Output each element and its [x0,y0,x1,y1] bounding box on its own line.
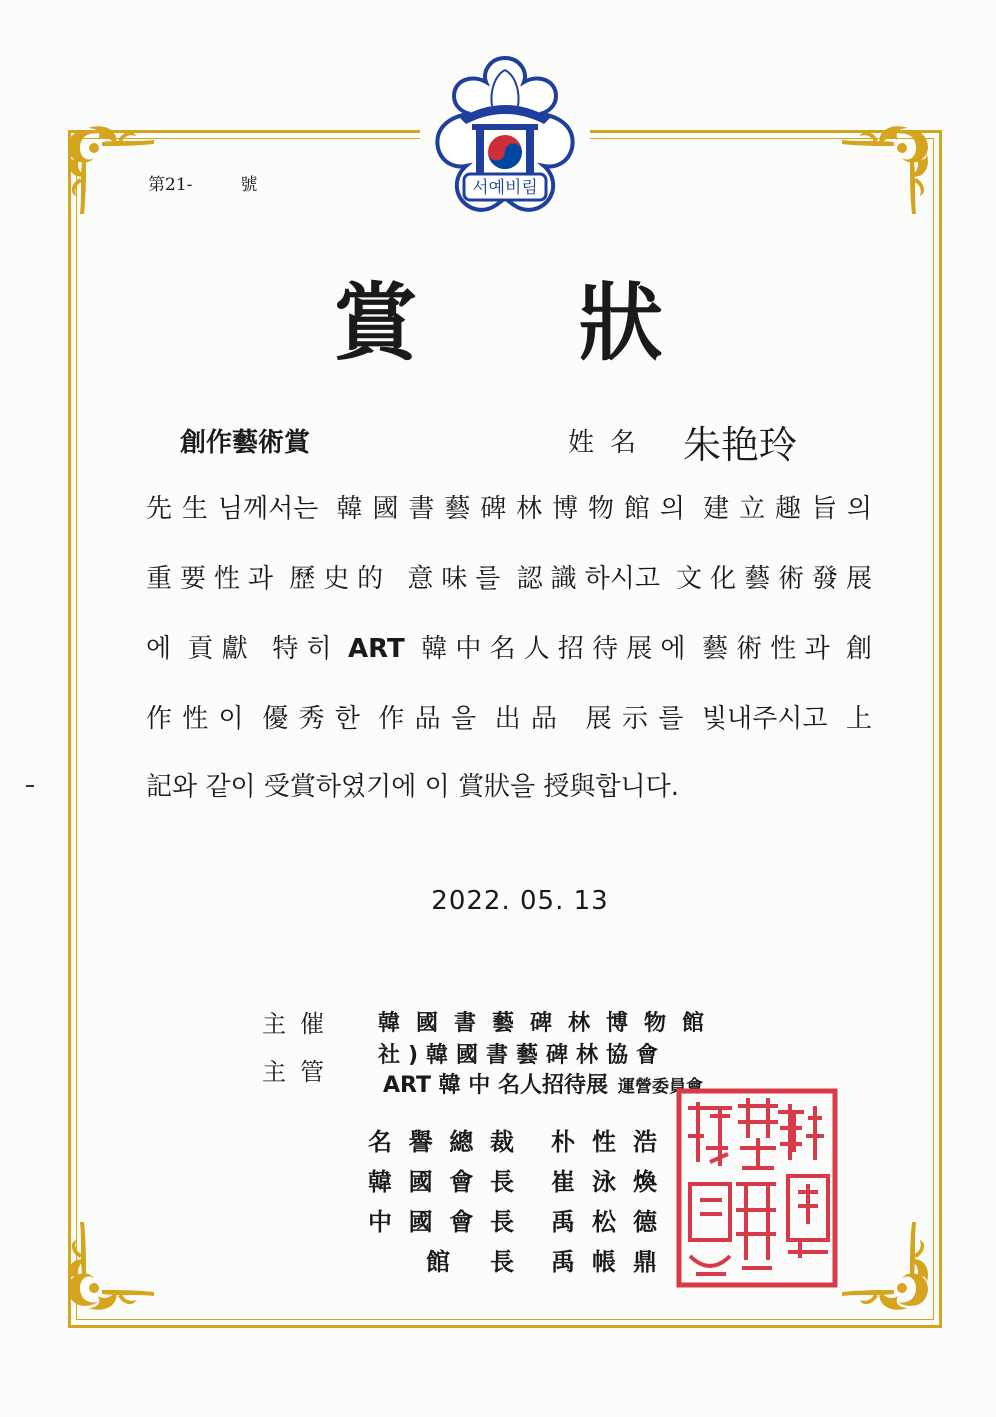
signatory-name: 禹松德 [551,1207,657,1236]
signatory-name: 崔泳煥 [551,1167,657,1196]
certificate-title: 賞 狀 [333,273,729,372]
body-line: 先生님께서는 韓國書藝碑林博物館의 建立趣旨의 [146,494,872,524]
recipient-name: 朱艳玲 [683,423,798,467]
corner-ornament-icon [828,1208,938,1318]
body-text: 韓中名人招待展에 藝術性과 創 [421,634,872,664]
host-label: 主催 [262,1010,338,1038]
body-text: 에 貢獻 特히 [146,634,332,664]
body-line: 作性이 優秀한 作品을 出品 展示를 빛내주시고 上 [146,704,872,734]
corner-ornament-icon [58,1208,168,1318]
signatory-title: 中國會長 [368,1207,514,1236]
signatory-title: 名譽總裁 [368,1127,514,1156]
body-line: 記와 같이 受賞하였기에 이 賞狀을 授與합니다. [146,772,679,802]
name-label: 姓名 [568,428,653,458]
organizer-line: 韓國書藝碑林博物館 [378,1011,721,1036]
issue-date: 2022. 05. 13 [431,886,609,916]
body-line [146,628,872,665]
award-name: 創作藝術賞 [180,428,311,458]
signatory-name: 朴性浩 [551,1127,657,1156]
signatory-title: 韓國會長 [368,1167,514,1196]
signatory-title: 館長 [426,1247,514,1276]
organizer-sub: 運營委員會 [617,1077,703,1097]
organizer-line: 社)韓國書藝碑林協會 [378,1043,667,1068]
certificate-serial [148,170,257,195]
organizer-line [383,1068,703,1099]
corner-ornament-icon [828,118,938,228]
organizer-main: ART 韓 中 名人招待展 [383,1073,608,1098]
pavilion-taegeuk-emblem-icon [420,52,590,217]
official-seal-icon [676,1088,838,1288]
serial-suffix: 號 [240,175,258,195]
emblem-badge-text: 서예비림 [472,178,538,198]
signatory-name: 禹帳鼎 [551,1247,657,1276]
art-label: ART [348,634,405,664]
manage-label: 主管 [262,1058,338,1086]
scan-mark [26,785,34,787]
body-line: 重要性과 歷史的 意味를 認識하시고 文化藝術發展 [146,564,872,594]
serial-prefix: 第21- [148,175,193,195]
